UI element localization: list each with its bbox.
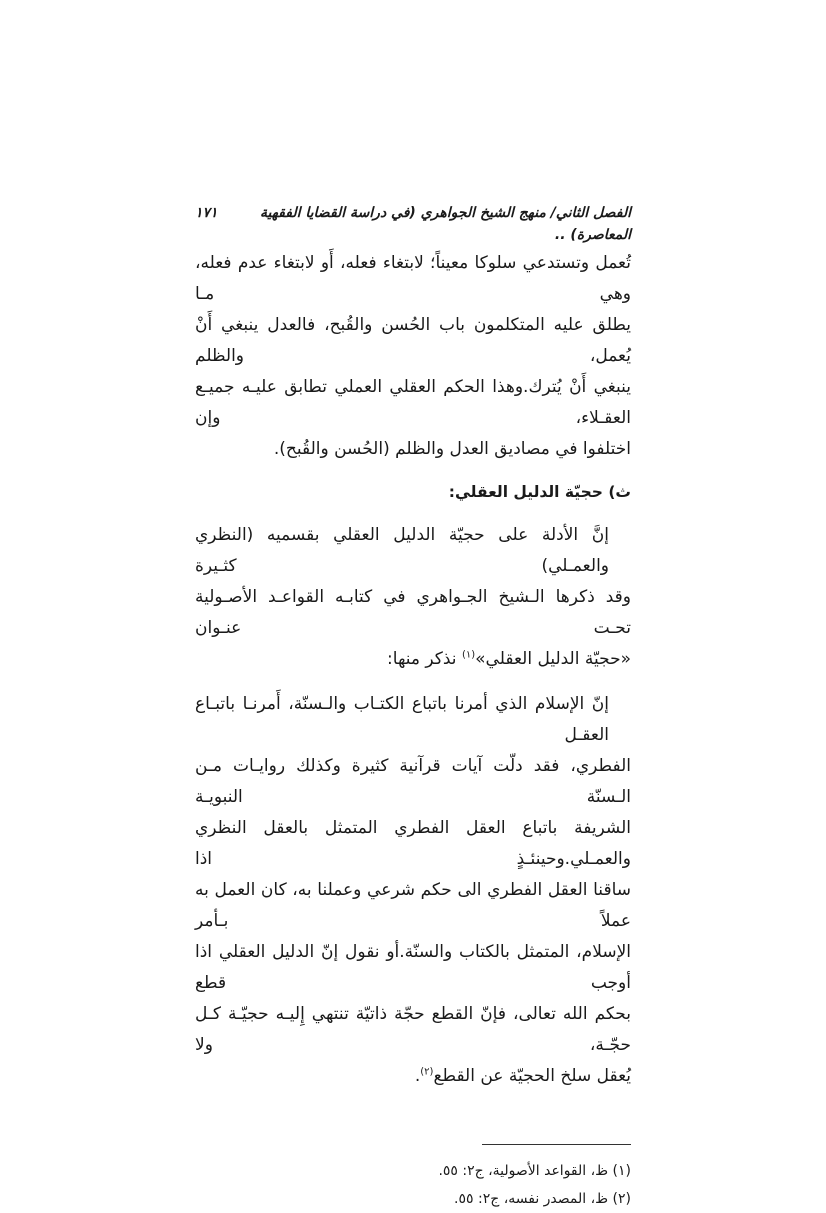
page-number: ١٧١ [195, 205, 218, 221]
text-fragment: نذكر منها: [387, 649, 457, 669]
text-line [195, 644, 631, 675]
footnote-ref-2[interactable]: (٢) [420, 1066, 434, 1078]
chapter-title: الفصل الثاني/ منهج الشيخ الجواهري (في دراسة القضايا الفقهية المعاصرة) .. [260, 205, 631, 243]
text-line: إنَّ الأدلة على حجيّة الدليل العقلي بقسميه (النظري والعمـلي) كثـيرة [195, 525, 609, 576]
text-line: يطلق عليه المتكلمون باب الحُسن والقُبح، فالعدل ينبغي أَنْ يُعمل، والظلم [195, 315, 631, 366]
paragraph-1 [195, 248, 631, 465]
paragraph-gap [195, 675, 631, 689]
text-line: بحكم الله تعالى، فإنّ القطع حجّة ذاتيّة تنتهي إِليـه حجيّـة كـل حجّـة، ولا [195, 1004, 631, 1055]
text-line: تُعمل وتستدعي سلوكا معيناً؛ لابتغاء فعله، أَو لابتغاء عدم فعله، وهي مـا [195, 253, 631, 304]
text-line: الفطري، فقد دلّت آيات قرآنية كثيرة وكذلك روايـات مـن الـسنّة النبويـة [195, 756, 631, 807]
text-line: ساقنا العقل الفطري الى حكم شرعي وعملنا به، كان العمل به عملاً بـأمر [195, 880, 631, 931]
paragraph-2 [195, 520, 631, 675]
footnote-ref-1[interactable]: (١) [461, 649, 476, 661]
text-line: الإسلام، المتمثل بالكتاب والسنّة.أو نقول إنّ الدليل العقلي اذا أوجب قطع [195, 942, 631, 993]
quoted-title: «حجيّة الدليل العقلي» [475, 649, 631, 669]
text-line: الشريفة باتباع العقل الفطري المتمثل بالعقل النظري والعمـلي.وحينئـذٍ اذا [195, 818, 631, 869]
paragraph-3 [195, 689, 631, 1092]
section-heading: ث) حجيّة الدليل العقلي: [448, 483, 631, 501]
text-line: وقد ذكرها الـشيخ الجـواهري في كتابـه القواعـد الأصـولية تحـت عنـوان [195, 587, 631, 638]
text-line: ينبغي أَنْ يُترك.وهذا الحكم العقلي العملي تطابق عليـه جميـع العقـلاء، وإن [195, 377, 631, 428]
footnote-divider [482, 1144, 631, 1145]
text-line: يُعقل سلخ الحجيّة عن القطع$^{(٢)}$. [414, 1066, 631, 1086]
footnote-2: (٢) ظ، المصدر نفسه، ج٢: ٥٥. [454, 1191, 631, 1207]
text-line: اختلفوا في مصاديق العدل والظلم (الحُسن والقُبح). [273, 439, 631, 459]
page-body [195, 202, 631, 1213]
page-header [195, 202, 631, 246]
text-line: إنّ الإسلام الذي أمرنا باتباع الكتـاب والـسنّة، أَمرنـا باتبـاع العقـل [195, 694, 609, 745]
footnote-1: (١) ظ، القواعد الأصولية، ج٢: ٥٥. [438, 1163, 631, 1179]
text-fragment: يُعقل سلخ الحجيّة عن القطع [433, 1066, 631, 1086]
